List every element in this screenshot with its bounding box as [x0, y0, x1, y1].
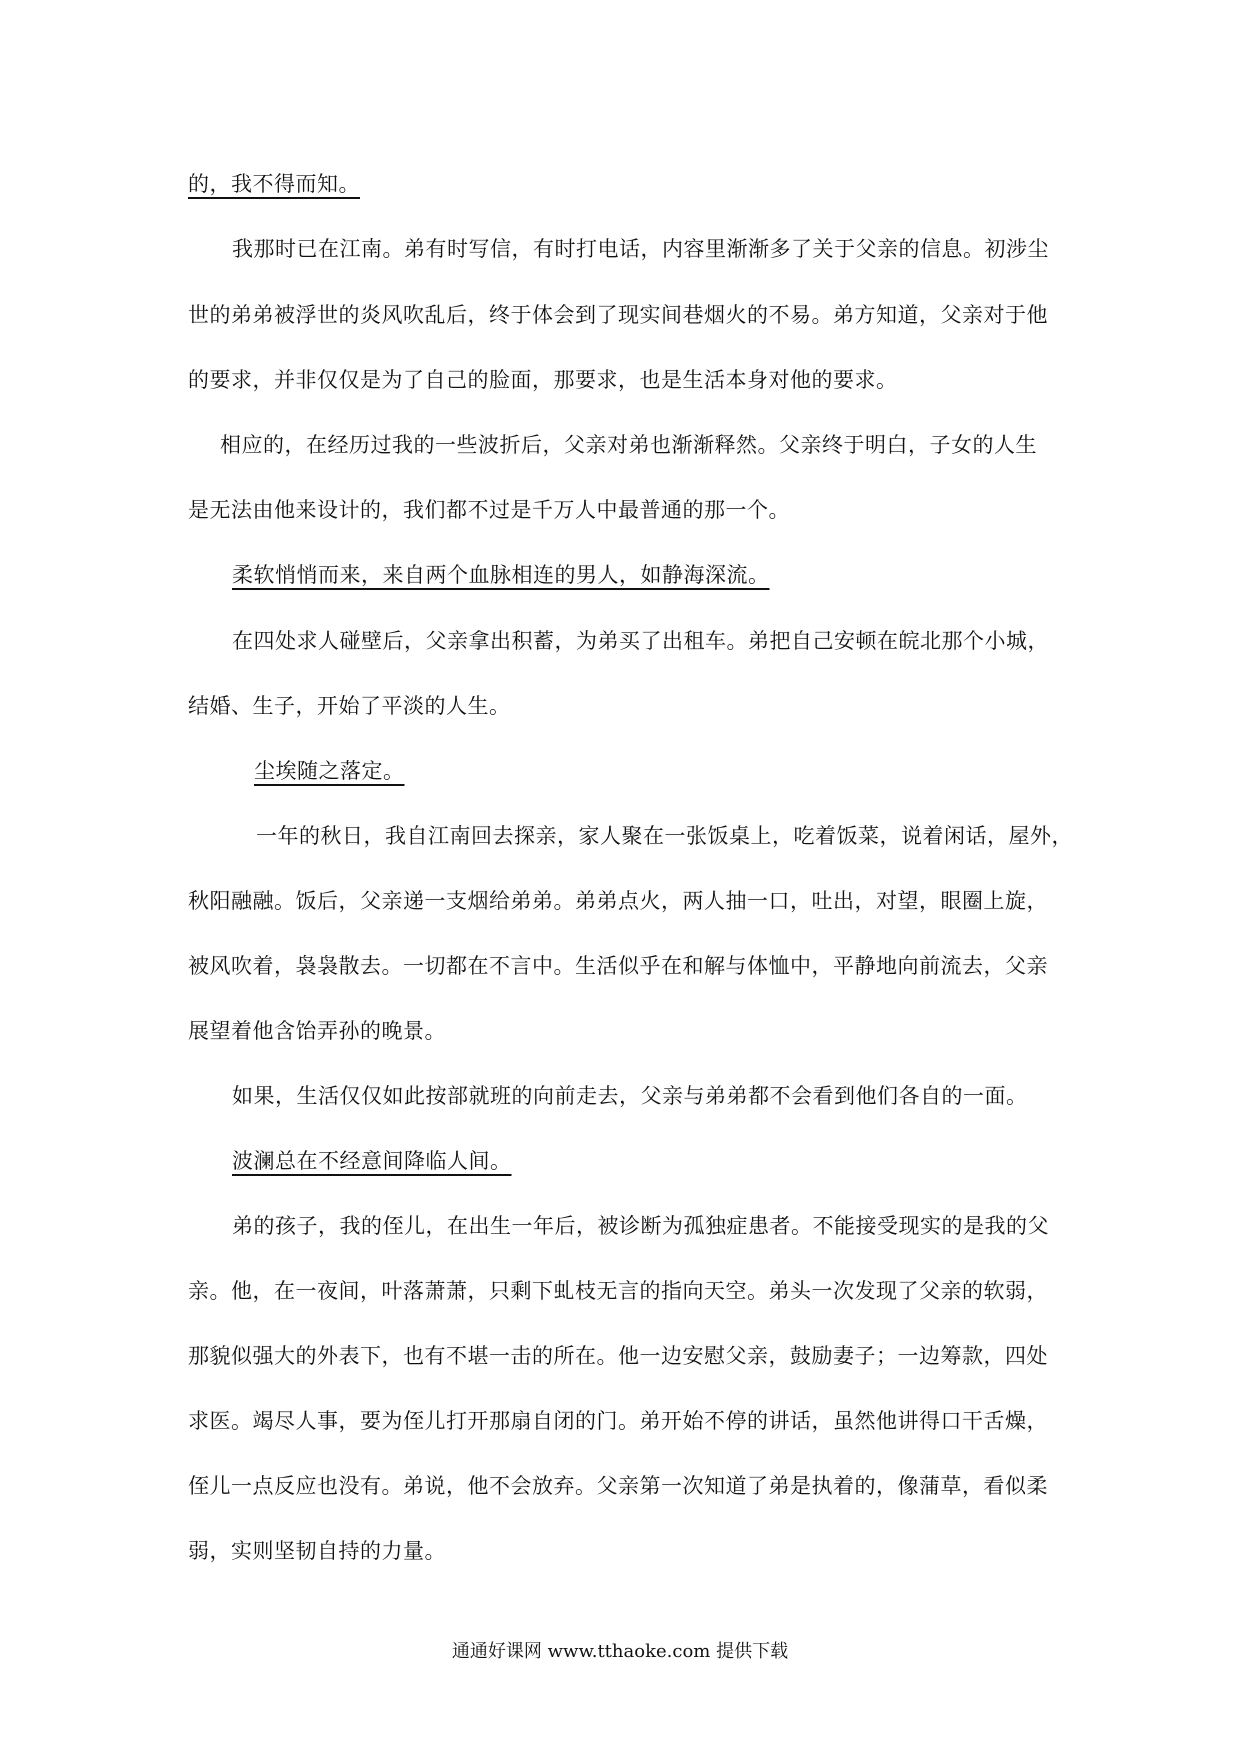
paragraph-line: 的要求，并非仅仅是为了自己的脸面，那要求，也是生活本身对他的要求。 [188, 368, 898, 392]
paragraph-line: 亲。他，在一夜间，叶落萧萧，只剩下虬枝无言的指向天空。弟头一次发现了父亲的软弱， [188, 1279, 1048, 1303]
paragraph-line: 我那时已在江南。弟有时写信，有时打电话，内容里渐渐多了关于父亲的信息。初涉尘 [232, 237, 1049, 261]
paragraph-line: 在四处求人碰壁后，父亲拿出积蓄，为弟买了出租车。弟把自己安顿在皖北那个小城， [232, 629, 1049, 653]
paragraph-line: 相应的，在经历过我的一些波折后，父亲对弟也渐渐释然。父亲终于明白，子女的人生 [220, 433, 1037, 457]
paragraph-line: 被风吹着，袅袅散去。一切都在不言中。生活似乎在和解与体恤中，平静地向前流去，父亲 [188, 954, 1048, 978]
paragraph-line: 波澜总在不经意间降临人间。 [232, 1149, 512, 1173]
paragraph-line: 弟的孩子，我的侄儿，在出生一年后，被诊断为孤独症患者。不能接受现实的是我的父 [232, 1214, 1049, 1238]
paragraph-line: 那貌似强大的外表下，也有不堪一击的所在。他一边安慰父亲，鼓励妻子；一边筹款，四处 [188, 1344, 1048, 1368]
paragraph-line: 结婚、生子，开始了平淡的人生。 [188, 694, 511, 718]
paragraph-line: 的，我不得而知。 [188, 172, 360, 196]
paragraph-line: 求医。竭尽人事，要为侄儿打开那扇自闭的门。弟开始不停的讲话，虽然他讲得口干舌燥， [188, 1409, 1048, 1433]
paragraph-line: 如果，生活仅仅如此按部就班的向前走去，父亲与弟弟都不会看到他们各自的一面。 [232, 1084, 1028, 1108]
paragraph-line: 柔软悄悄而来，来自两个血脉相连的男人，如静海深流。 [232, 563, 770, 587]
paragraph-line: 展望着他含饴弄孙的晚景。 [188, 1019, 446, 1043]
paragraph-line: 是无法由他来设计的，我们都不过是千万人中最普通的那一个。 [188, 498, 790, 522]
paragraph-line: 尘埃随之落定。 [254, 759, 405, 783]
paragraph-line: 弱，实则坚韧自持的力量。 [188, 1539, 446, 1563]
paragraph-line: 侄儿一点反应也没有。弟说，他不会放弃。父亲第一次知道了弟是执着的，像蒲草，看似柔 [188, 1474, 1048, 1498]
paragraph-line: 一年的秋日，我自江南回去探亲，家人聚在一张饭桌上，吃着饭菜，说着闲话，屋外， [256, 824, 1073, 848]
paragraph-line: 世的弟弟被浮世的炎风吹乱后，终于体会到了现实间巷烟火的不易。弟方知道，父亲对于他 [188, 303, 1048, 327]
page-footer: 通通好课网 www.tthaoke.com 提供下载 [451, 1641, 789, 1662]
paragraph-line: 秋阳融融。饭后，父亲递一支烟给弟弟。弟弟点火，两人抽一口，吐出，对望，眼圈上旋， [188, 889, 1048, 913]
